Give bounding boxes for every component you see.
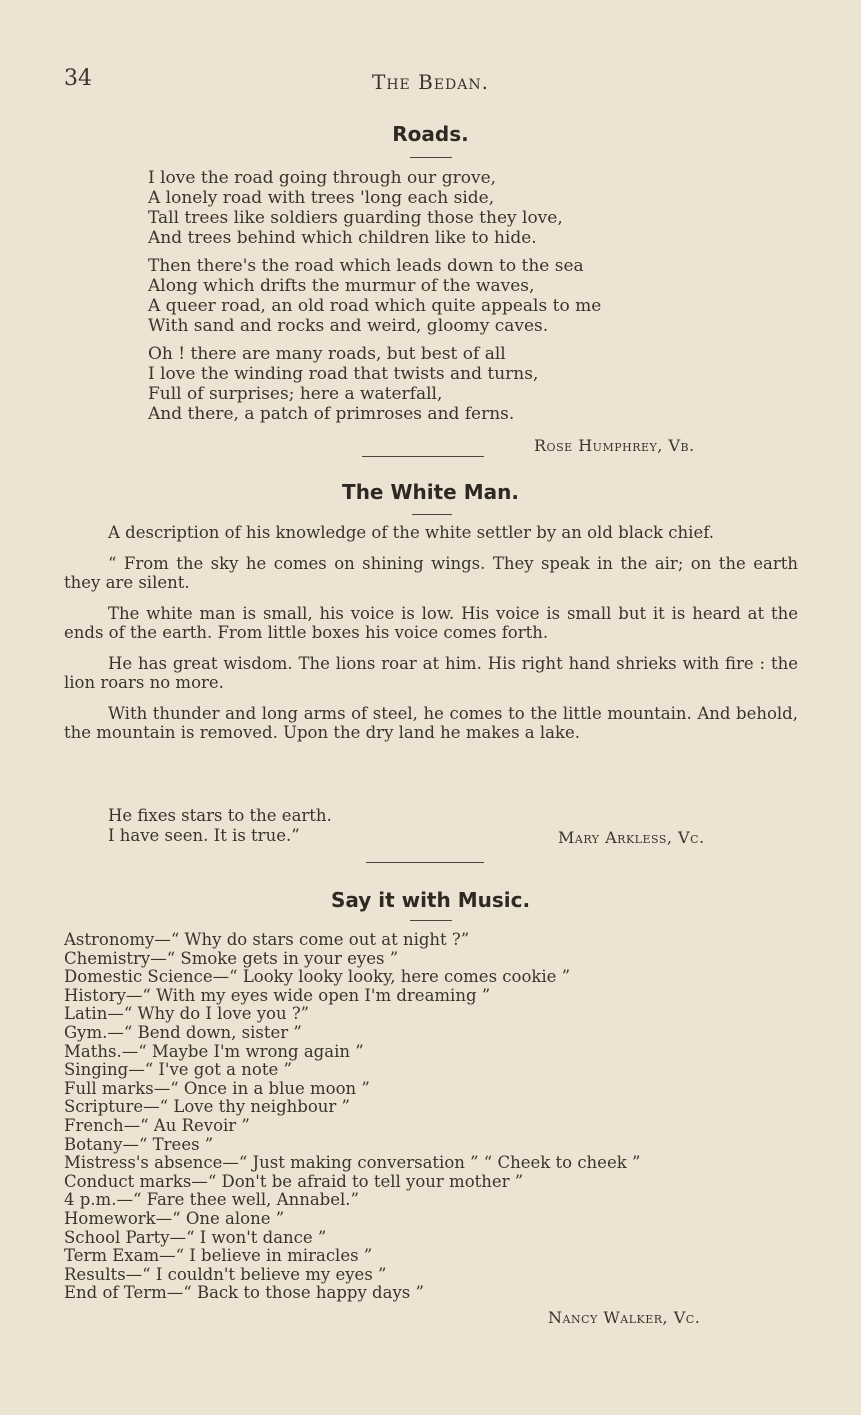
- poem-line: With sand and rocks and weird, gloomy caves.: [148, 316, 549, 336]
- prose-paragraph: A description of his knowledge of the white settler by an old black chief.: [108, 523, 714, 542]
- prose-paragraph: “ From the sky he comes on shining wings. They speak in the air; on the earth they are silent.: [64, 554, 798, 592]
- prose-paragraph: With thunder and long arms of steel, he comes to the little mountain. And behold, the mountain is removed. Upon the dry land he makes a lake.: [64, 704, 798, 742]
- section-divider: [366, 862, 484, 863]
- white-man-prose: [64, 523, 798, 754]
- roads-stanza-1: [148, 168, 768, 248]
- poem-line: Tall trees like soldiers guarding those they love,: [148, 208, 563, 228]
- list-item: Conduct marks—“ Don't be afraid to tell your mother ”: [64, 1171, 524, 1191]
- list-item: Mistress's absence—“ Just making conversation ” “ Cheek to cheek ”: [64, 1153, 641, 1173]
- poem-line: A queer road, an old road which quite appeals to me: [148, 296, 602, 316]
- list-item: Domestic Science—“ Looky looky looky, here comes cookie ”: [64, 967, 571, 987]
- music-title-rule: [410, 920, 452, 921]
- poem-line: A lonely road with trees 'long each side,: [148, 188, 495, 208]
- page-number: 34: [64, 66, 92, 91]
- roads-stanza-2: [148, 256, 768, 336]
- list-item: Homework—“ One alone ”: [64, 1208, 285, 1228]
- list-item: History—“ With my eyes wide open I'm dreaming ”: [64, 985, 491, 1005]
- white-man-title: The White Man.: [342, 480, 519, 504]
- white-man-title-rule: [412, 514, 452, 515]
- section-divider: [362, 456, 484, 457]
- list-item: French—“ Au Revoir ”: [64, 1115, 250, 1135]
- list-item: Gym.—“ Bend down, sister ”: [64, 1022, 302, 1042]
- roads-title-rule: [410, 157, 452, 158]
- closing-line: He fixes stars to the earth.: [108, 806, 332, 825]
- list-item: School Party—“ I won't dance ”: [64, 1227, 327, 1247]
- list-item: Singing—“ I've got a note ”: [64, 1060, 292, 1080]
- list-item: Botany—“ Trees ”: [64, 1134, 214, 1154]
- list-item: End of Term—“ Back to those happy days ”: [64, 1283, 424, 1303]
- roads-stanza-3: [148, 344, 768, 424]
- prose-paragraph: The white man is small, his voice is low. His voice is small but it is heard at the ends of the earth. From little boxes his voice comes forth.: [64, 604, 798, 642]
- music-title: Say it with Music.: [330, 888, 531, 912]
- poem-line: Full of surprises; here a waterfall,: [148, 384, 443, 404]
- list-item: 4 p.m.—“ Fare thee well, Annabel.”: [64, 1190, 359, 1210]
- list-item: Chemistry—“ Smoke gets in your eyes ”: [64, 948, 399, 968]
- list-item: Maths.—“ Maybe I'm wrong again ”: [64, 1041, 364, 1061]
- poem-line: And trees behind which children like to hide.: [148, 228, 537, 248]
- closing-line: I have seen. It is true.”: [108, 826, 300, 845]
- poem-line: Along which drifts the murmur of the waves,: [148, 276, 535, 296]
- list-item: Term Exam—“ I believe in miracles ”: [64, 1246, 373, 1266]
- poem-line: Then there's the road which leads down to the sea: [148, 256, 584, 276]
- list-item: Scripture—“ Love thy neighbour ”: [64, 1097, 350, 1117]
- poem-line: I love the winding road that twists and turns,: [148, 364, 539, 384]
- white-man-author: Mary Arkless, Vc.: [558, 828, 705, 847]
- list-item: Results—“ I couldn't believe my eyes ”: [64, 1264, 387, 1284]
- list-item: Latin—“ Why do I love you ?”: [64, 1004, 310, 1024]
- music-list: [64, 931, 804, 1303]
- list-item: Full marks—“ Once in a blue moon ”: [64, 1078, 370, 1098]
- running-head: The Bedan.: [372, 70, 489, 94]
- list-item: Astronomy—“ Why do stars come out at night ?”: [64, 930, 470, 949]
- poem-line: Oh ! there are many roads, but best of all: [148, 344, 506, 364]
- white-man-closing: [108, 806, 332, 846]
- roads-title: Roads.: [392, 122, 469, 146]
- prose-paragraph: He has great wisdom. The lions roar at him. His right hand shrieks with fire : the lion roars no more.: [64, 654, 798, 692]
- poem-line: I love the road going through our grove,: [148, 168, 497, 188]
- music-author: Nancy Walker, Vc.: [548, 1308, 701, 1327]
- roads-author: Rose Humphrey, Vb.: [534, 436, 695, 455]
- poem-line: And there, a patch of primroses and ferns.: [148, 404, 515, 424]
